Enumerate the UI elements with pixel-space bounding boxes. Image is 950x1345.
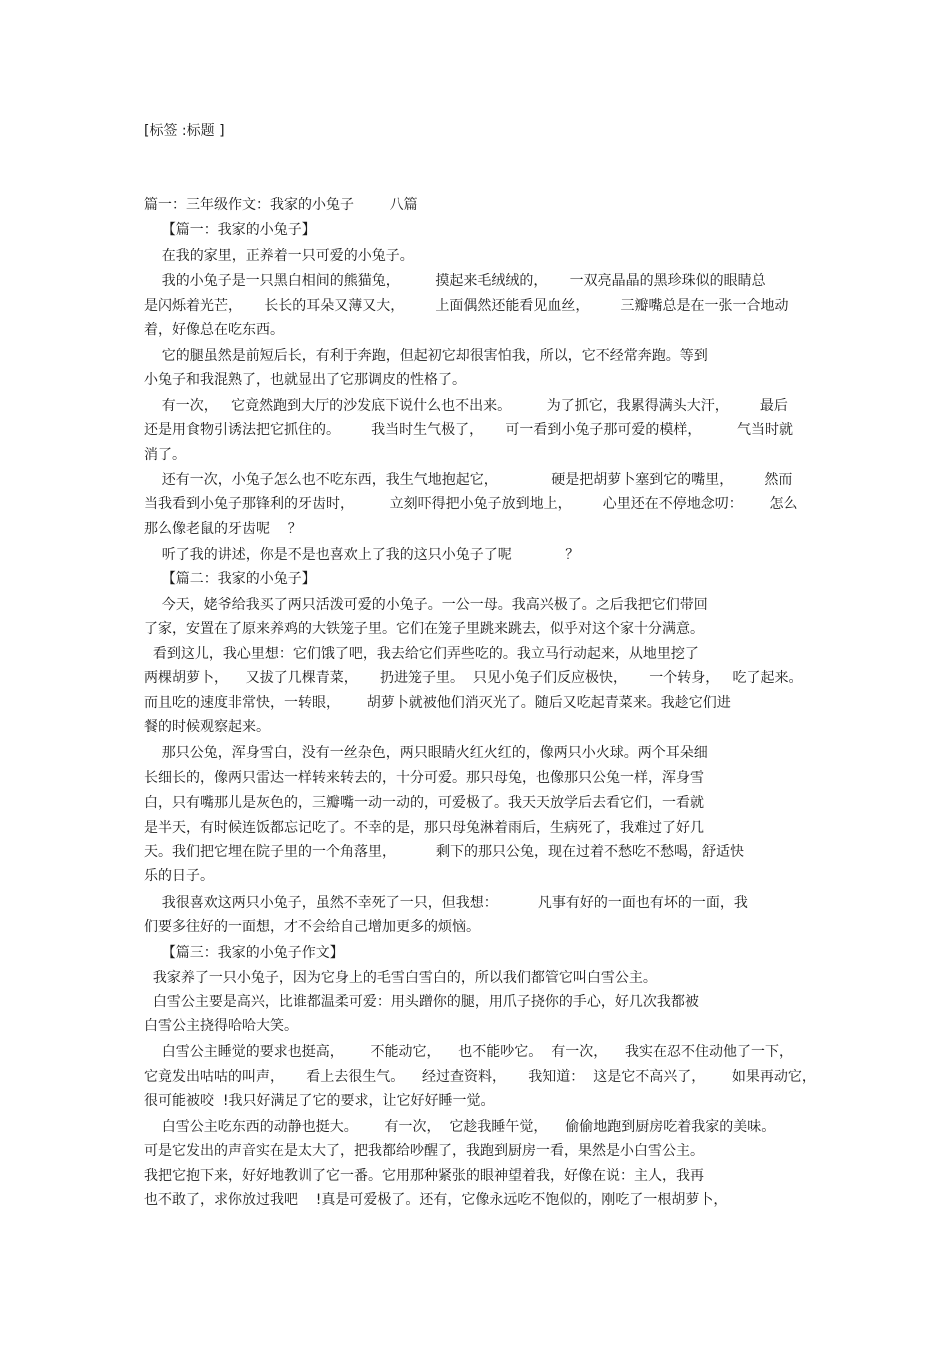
paragraph-line: 餐的时候观察起来。 [144, 719, 270, 735]
paragraph-line: 在我的家里，正养着一只可爱的小兔子。 [144, 248, 414, 264]
paragraph-line: 那只公兔，浑身雪白，没有一丝杂色，两只眼睛火红火红的，像两只小火球。两个耳朵细 [144, 745, 708, 761]
paragraph-line: 它的腿虽然是前短后长，有利于奔跑，但起初它却很害怕我，所以，它不经常奔跑。等到 [144, 348, 708, 364]
paragraph-line: 是半天，有时候连饭都忘记吃了。不幸的是，那只母兔淋着雨后，生病死了，我难过了好几 [144, 820, 704, 836]
paragraph-line: 还有一次，小兔子怎么也不吃东西，我生气地抱起它， 硬是把胡萝卜塞到它的嘴里， 然而 [144, 472, 793, 488]
paragraph-line: 两棵胡萝卜， 又拔了几棵青菜， 扔进笼子里。 只见小兔子们反应极快， 一个转身， 吃了起来。 [144, 670, 803, 686]
section-heading: 【篇三：我家的小兔子作文】 [144, 945, 344, 961]
paragraph-line: 着，好像总在吃东西。 [144, 322, 284, 338]
section-heading: 【篇二：我家的小兔子】 [144, 571, 316, 587]
paragraph-line: 很可能被咬 !我只好满足了它的要求，让它好好睡一觉。 [144, 1093, 495, 1109]
paragraph-line: 长细长的，像两只雷达一样转来转去的，十分可爱。那只母兔，也像那只公兔一样，浑身雪 [144, 770, 704, 786]
paragraph-line: 乐的日子。 [144, 868, 214, 884]
paragraph-line: 白雪公主睡觉的要求也挺高， 不能动它， 也不能吵它。 有一次， 我实在忍不住动他了一下， [144, 1044, 794, 1060]
paragraph-line: 那么像老鼠的牙齿呢 ？ [144, 521, 302, 537]
paragraph-line: 还是用食物引诱法把它抓住的。 我当时生气极了， 可一看到小兔子那可爱的模样， 气当时就 [144, 422, 794, 438]
paragraph-line: 听了我的讲述，你是不是也喜欢上了我的这只小兔子了呢 ？ [144, 547, 580, 563]
paragraph-line: 当我看到小兔子那锋利的牙齿时， 立刻吓得把小兔子放到地上， 心里还在不停地念叨： 怎么 [144, 496, 798, 512]
paragraph-line: 消了。 [144, 447, 186, 463]
paragraph-line: 小兔子和我混熟了，也就显出了它那调皮的性格了。 [144, 372, 466, 388]
paragraph-line: 我把它抱下来，好好地教训了它一番。它用那种紧张的眼神望着我，好像在说：主人，我再 [144, 1168, 704, 1184]
paragraph-line: 我很喜欢这两只小兔子，虽然不幸死了一只，但我想： 凡事有好的一面也有坏的一面，我 [144, 895, 748, 911]
paragraph-line: 白雪公主吃东西的动静也挺大。 有一次， 它趁我睡午觉， 偷偷地跑到厨房吃着我家的美味。 [144, 1119, 776, 1135]
tag-label: [标签 :标题 ] [144, 123, 225, 139]
section-heading: 【篇一：我家的小兔子】 [144, 222, 316, 238]
paragraph-line: 白雪公主挠得哈哈大笑。 [144, 1018, 298, 1034]
paragraph-line: 可是它发出的声音实在是太大了，把我都给吵醒了，我跑到厨房一看，果然是小白雪公主。 [144, 1143, 704, 1159]
paragraph-line: 我家养了一只小兔子，因为它身上的毛雪白雪白的，所以我们都管它叫白雪公主。 [144, 970, 657, 986]
paragraph-line: 我的小兔子是一只黑白相间的熊猫兔， 摸起来毛绒绒的， 一双亮晶晶的黑珍珠似的眼睛总 [144, 273, 766, 289]
paragraph-line: 也不敢了，求你放过我吧 !真是可爱极了。还有，它像永远吃不饱似的，刚吃了一根胡萝卜， [144, 1192, 728, 1208]
paragraph-line: 了家，安置在了原来养鸡的大铁笼子里。它们在笼子里跳来跳去，似乎对这个家十分满意。 [144, 621, 704, 637]
paragraph-line: 天。我们把它埋在院子里的一个角落里， 剩下的那只公兔，现在过着不愁吃不愁喝，舒适快 [144, 844, 745, 860]
paragraph-line: 它竟发出咕咕的叫声， 看上去很生气。 经过查资料， 我知道： 这是它不高兴了， 如果再动它， [144, 1069, 816, 1085]
paragraph-line: 看到这儿，我心里想：它们饿了吧，我去给它们弄些吃的。我立马行动起来，从地里挖了 [144, 646, 699, 662]
document-title: 篇一：三年级作文：我家的小兔子 八篇 [144, 197, 418, 213]
paragraph-line: 白雪公主要是高兴，比谁都温柔可爱：用头蹭你的腿，用爪子挠你的手心，好几次我都被 [144, 994, 699, 1010]
paragraph-line: 有一次， 它竟然跑到大厅的沙发底下说什么也不出来。 为了抓它，我累得满头大汗， 最后 [144, 398, 788, 414]
paragraph-line: 今天，姥爷给我买了两只活泼可爱的小兔子。一公一母。我高兴极了。之后我把它们带回 [144, 597, 708, 613]
paragraph-line: 是闪烁着光芒， 长长的耳朵又薄又大， 上面偶然还能看见血丝， 三瓣嘴总是在一张一合地动 [144, 298, 789, 314]
paragraph-line: 而且吃的速度非常快，一转眼， 胡萝卜就被他们消灭光了。随后又吃起青菜来。我趁它们进 [144, 695, 731, 711]
paragraph-line: 白，只有嘴那儿是灰色的，三瓣嘴一动一动的，可爱极了。我天天放学后去看它们，一看就 [144, 795, 704, 811]
paragraph-line: 们要多往好的一面想，才不会给自己增加更多的烦恼。 [144, 919, 480, 935]
